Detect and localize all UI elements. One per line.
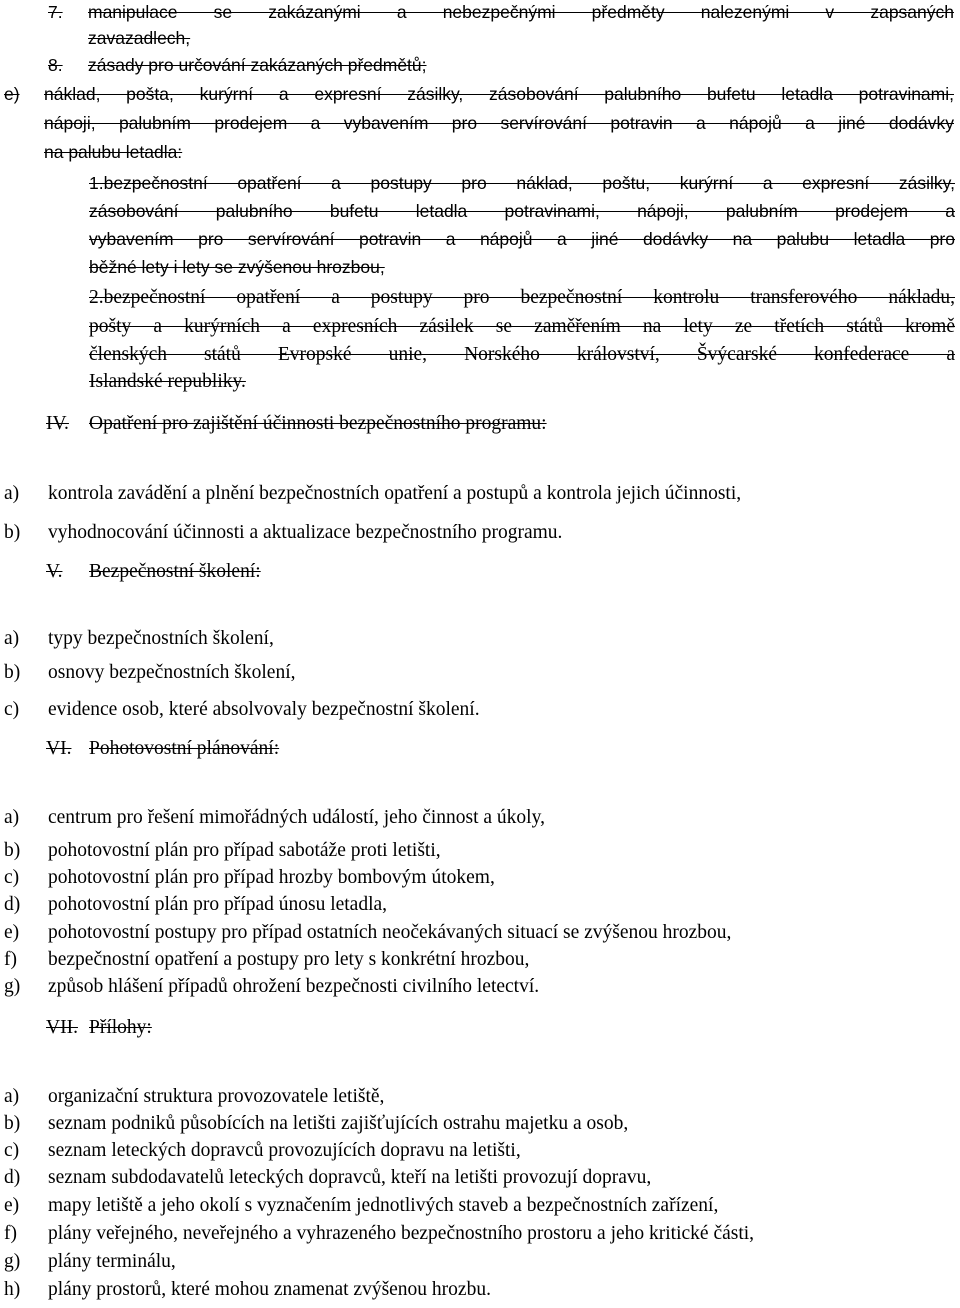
sub-2-line-2: pošty a kurýrních a expresních zásilek se zaměřením na lety ze třetích států kromě: [89, 316, 955, 337]
section-v-numeral: V.: [46, 561, 63, 582]
list-marker: h): [4, 1279, 21, 1300]
list-marker: c): [4, 1140, 20, 1161]
section-e-line-3: na palubu letadla:: [44, 142, 183, 162]
section-vii-title: Přílohy:: [89, 1017, 152, 1038]
list-marker: f): [4, 949, 17, 970]
list-text: osnovy bezpečnostních školení,: [48, 662, 296, 683]
list-text: způsob hlášení případů ohrožení bezpečnosti civilního letectví.: [48, 976, 540, 997]
item-7-line-2: zavazadlech,: [88, 28, 191, 48]
list-text: pohotovostní postupy pro případ ostatních neočekávaných situací se zvýšenou hrozbou,: [48, 922, 732, 943]
list-marker: f): [4, 1223, 17, 1244]
list-text: seznam subdodavatelů leteckých dopravců, kteří na letišti provozují dopravu,: [48, 1167, 652, 1188]
sub-1-line-4: běžné lety i lety se zvýšenou hrozbou,: [89, 257, 385, 277]
section-vi-title: Pohotovostní plánování:: [89, 738, 280, 759]
list-marker: b): [4, 662, 21, 683]
section-iv-title: Opatření pro zajištění účinnosti bezpečnostního programu:: [89, 413, 547, 434]
list-text: centrum pro řešení mimořádných událostí, jeho činnost a úkoly,: [48, 807, 545, 828]
list-text: pohotovostní plán pro případ hrozby bombovým útokem,: [48, 867, 495, 888]
section-e-marker: e): [4, 84, 20, 104]
sub-1-line-3: vybavením pro servírování potravin a nápojů a jiné dodávky na palubu letadla pro: [89, 229, 955, 249]
list-text: pohotovostní plán pro případ únosu letadla,: [48, 894, 388, 915]
list-text: kontrola zavádění a plnění bezpečnostních opatření a postupů a kontrola jejich účinnosti,: [48, 483, 742, 504]
list-marker: b): [4, 840, 21, 861]
sub-1-line-2: zásobování palubního bufetu letadla potravinami, nápoji, palubním prodejem a: [89, 201, 955, 221]
list-marker: d): [4, 894, 21, 915]
section-vi-numeral: VI.: [46, 738, 72, 759]
list-marker: a): [4, 628, 20, 649]
list-text: evidence osob, které absolvovaly bezpečnostní školení.: [48, 699, 480, 720]
section-e-line-2: nápoji, palubním prodejem a vybavením pro servírování potravin a nápojů a jiné dodávky: [44, 113, 954, 133]
list-marker: e): [4, 1195, 20, 1216]
list-marker: b): [4, 1113, 21, 1134]
list-marker: d): [4, 1167, 21, 1188]
list-marker: g): [4, 1251, 21, 1272]
list-text: plány veřejného, neveřejného a vyhrazeného bezpečnostního prostoru a jeho kritické části,: [48, 1223, 755, 1244]
list-marker: e): [4, 922, 20, 943]
section-iv-numeral: IV.: [46, 413, 69, 434]
list-marker: a): [4, 807, 20, 828]
list-text: organizační struktura provozovatele letiště,: [48, 1086, 385, 1107]
sub-2-line-4: Islandské republiky.: [89, 371, 246, 392]
list-text: bezpečnostní opatření a postupy pro lety s konkrétní hrozbou,: [48, 949, 530, 970]
section-vii-numeral: VII.: [46, 1017, 78, 1038]
list-text: plány prostorů, které mohou znamenat zvýšenou hrozbu.: [48, 1279, 491, 1300]
list-text: mapy letiště a jeho okolí s vyznačením jednotlivých staveb a bezpečnostních zařízení,: [48, 1195, 719, 1216]
item-8-text: zásady pro určování zakázaných předmětů;: [88, 55, 427, 75]
list-text: seznam leteckých dopravců provozujících dopravu na letišti,: [48, 1140, 521, 1161]
list-text: seznam podniků působících na letišti zajišťujících ostrahu majetku a osob,: [48, 1113, 629, 1134]
item-8-number: 8.: [48, 55, 63, 75]
list-marker: g): [4, 976, 21, 997]
list-text: pohotovostní plán pro případ sabotáže proti letišti,: [48, 840, 441, 861]
list-marker: c): [4, 867, 20, 888]
section-e-line-1: náklad, pošta, kurýrní a expresní zásilky, zásobování palubního bufetu letadla potravinami,: [44, 84, 954, 104]
list-text: plány terminálu,: [48, 1251, 176, 1272]
sub-2-line-1: 2.bezpečnostní opatření a postupy pro bezpečnostní kontrolu transferového nákladu,: [89, 287, 955, 308]
list-marker: b): [4, 522, 21, 543]
list-marker: c): [4, 699, 20, 720]
list-marker: a): [4, 483, 20, 504]
sub-1-line-1: 1.bezpečnostní opatření a postupy pro náklad, poštu, kurýrní a expresní zásilky,: [89, 173, 955, 193]
sub-2-line-3: členských států Evropské unie, Norského království, Švýcarské konfederace a: [89, 344, 955, 365]
item-7-line-1: manipulace se zakázanými a nebezpečnými předměty nalezenými v zapsaných: [88, 2, 954, 22]
item-7-number: 7.: [48, 2, 63, 22]
list-text: typy bezpečnostních školení,: [48, 628, 274, 649]
list-marker: a): [4, 1086, 20, 1107]
section-v-title: Bezpečnostní školení:: [89, 561, 261, 582]
list-text: vyhodnocování účinnosti a aktualizace bezpečnostního programu.: [48, 522, 563, 543]
